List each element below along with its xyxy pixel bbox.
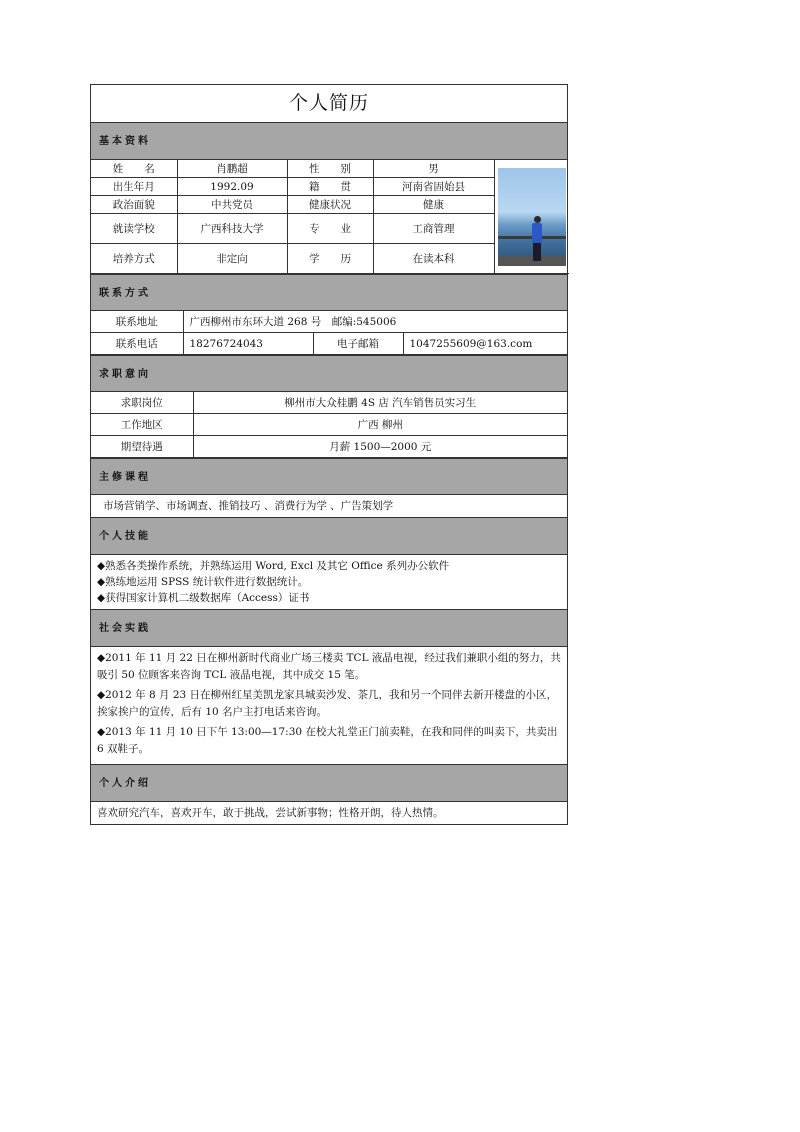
intro-text: 喜欢研究汽车，喜欢开车，敢于挑战，尝试新事物；性格开朗，待人热情。: [97, 807, 444, 819]
label-address: 联系地址: [91, 311, 183, 333]
value-salary: 月薪 1500—2000 元: [193, 436, 567, 458]
section-header-contact: 联系方式: [91, 274, 567, 311]
value-origin: 河南省固始县: [373, 178, 494, 196]
job-intent-table: [91, 392, 567, 458]
resume: [90, 84, 568, 825]
resume-title: 个人简历: [91, 85, 567, 123]
value-email: 1047255609@163.com: [403, 333, 567, 355]
value-school: 广西科技大学: [177, 214, 287, 244]
label-training: 培养方式: [91, 244, 177, 274]
value-political: 中共党员: [177, 196, 287, 214]
label-major: 专 业: [287, 214, 373, 244]
label-degree: 学 历: [287, 244, 373, 274]
value-major: 工商管理: [373, 214, 494, 244]
value-position: 柳州市大众桂鹏 4S 店 汽车销售员实习生: [193, 392, 567, 414]
label-origin: 籍 贯: [287, 178, 373, 196]
label-gender: 性 别: [287, 160, 373, 178]
profile-photo: [498, 168, 566, 266]
label-health: 健康状况: [287, 196, 373, 214]
photo-cell: [494, 160, 569, 274]
label-position: 求职岗位: [91, 392, 193, 414]
skill-item: ◆获得国家计算机二级数据库（Access）证书: [97, 592, 310, 604]
practice-item: ◆2013 年 11 月 10 日下午 13:00—17:30 在校大礼堂正门前卖鞋，在我和同伴的叫卖下，共卖出 6 双鞋子。: [97, 726, 558, 755]
label-name: 姓 名: [91, 160, 177, 178]
section-header-intro: 个人介绍: [91, 765, 567, 802]
label-phone: 联系电话: [91, 333, 183, 355]
label-school: 就读学校: [91, 214, 177, 244]
skill-item: ◆熟练地运用 SPSS 统计软件进行数据统计。: [97, 576, 309, 588]
contact-table: [91, 311, 567, 355]
label-area: 工作地区: [91, 414, 193, 436]
label-email: 电子邮箱: [313, 333, 403, 355]
practice-item: ◆2011 年 11 月 22 日在柳州新时代商业广场三楼卖 TCL 液晶电视，经过我们兼职小组的努力，共吸引 50 位顾客来咨询 TCL 液晶电视，其中成交 15 笔。: [97, 652, 561, 681]
label-political: 政治面貌: [91, 196, 177, 214]
value-training: 非定向: [177, 244, 287, 274]
value-birth: 1992.09: [177, 178, 287, 196]
value-degree: 在读本科: [373, 244, 494, 274]
value-area: 广西 柳州: [193, 414, 567, 436]
label-birth: 出生年月: [91, 178, 177, 196]
value-address: 广西柳州市东环大道 268 号 邮编:545006: [183, 311, 567, 333]
value-health: 健康: [373, 196, 494, 214]
skills-list: [91, 555, 567, 610]
value-gender: 男: [373, 160, 494, 178]
section-header-skills: 个人技能: [91, 518, 567, 555]
value-name: 肖鹏超: [177, 160, 287, 178]
section-header-courses: 主修课程: [91, 458, 567, 495]
value-phone: 18276724043: [183, 333, 313, 355]
practice-item: ◆2012 年 8 月 23 日在柳州红星美凯龙家具城卖沙发、茶几，我和另一个同伴去新开楼盘的小区，挨家挨户的宣传，后有 10 名户主打电话来咨询。: [97, 689, 558, 718]
practice-list: [91, 647, 567, 765]
section-header-job: 求职意向: [91, 355, 567, 392]
label-salary: 期望待遇: [91, 436, 193, 458]
section-header-basic: 基本资料: [91, 123, 567, 160]
basic-info-table: [91, 160, 569, 274]
skill-item: ◆熟悉各类操作系统，并熟练运用 Word, Excl 及其它 Office 系列办公软件: [97, 560, 450, 572]
section-header-practice: 社会实践: [91, 610, 567, 647]
courses-text: 市场营销学、市场调查、推销技巧 、消费行为学 、广告策划学: [91, 495, 567, 518]
